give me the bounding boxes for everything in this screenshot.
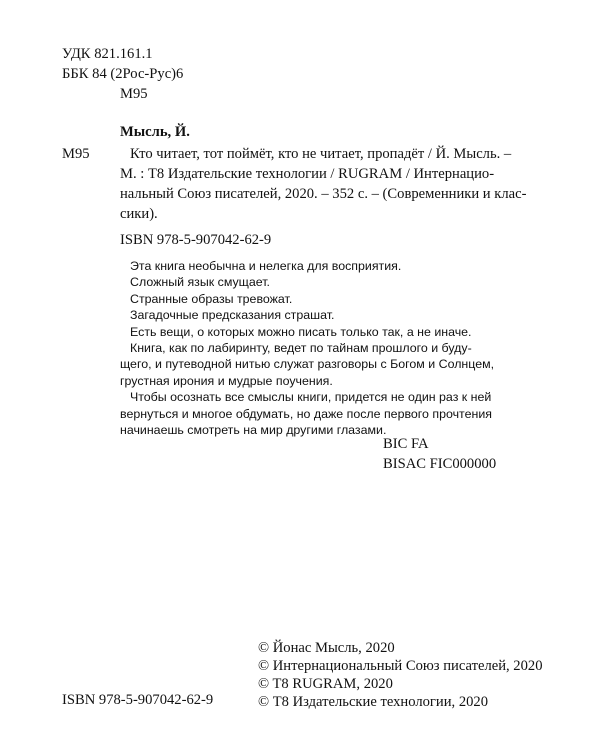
footer-isbn: ISBN 978-5-907042-62-9 [62, 692, 214, 708]
bic-code: BIC FA [383, 436, 429, 452]
annotation-line: щего, и путеводной нитью служат разговоры с Богом и Солнцем, [120, 357, 495, 372]
margin-author-mark: М95 [62, 146, 90, 162]
copyright-line: © Т8 Издательские технологии, 2020 [258, 694, 489, 710]
description-line-4: сики). [120, 206, 158, 222]
description-line-2: М. : Т8 Издательские технологии / RUGRAM / Интернацио- [120, 166, 495, 182]
annotation-line: грустная ирония и мудрые поучения. [120, 373, 333, 388]
annotation-line: Загадочные предсказания страшат. [130, 308, 335, 323]
copyright-line: © Йонас Мысль, 2020 [258, 640, 395, 656]
copyright-line: © Интернациональный Союз писателей, 2020 [258, 658, 543, 674]
annotation-line: Эта книга необычна и нелегка для восприятия. [130, 259, 402, 273]
annotation-line: Странные образы тревожат. [130, 291, 293, 306]
copyright-line: © T8 RUGRAM, 2020 [258, 676, 393, 692]
annotation-line: Книга, как по лабиринту, ведет по тайнам прошлого и буду- [130, 340, 472, 355]
annotation-line: Сложный язык смущает. [130, 275, 270, 290]
annotation-line: Чтобы осознать все смыслы книги, придется не один раз к ней [130, 390, 492, 405]
record-isbn: ISBN 978-5-907042-62-9 [120, 232, 272, 248]
annotation [120, 258, 494, 438]
description-line-3: нальный Союз писателей, 2020. – 352 с. – (Современники и клас- [120, 186, 527, 202]
bbk-code: ББК 84 (2Рос-Рус)6 [62, 66, 184, 82]
annotation-line: начинаешь смотреть на мир другими глазами. [120, 422, 387, 437]
description-line-1: Кто читает, тот поймёт, кто не читает, пропадёт / Й. Мысль. – [130, 146, 512, 162]
author-heading: Мысль, Й. [120, 124, 190, 140]
udk-code: УДК 821.161.1 [62, 46, 153, 62]
author-mark: М95 [120, 86, 148, 102]
bisac-code: BISAC FIC000000 [383, 456, 497, 472]
annotation-line: вернуться и многое обдумать, но даже после первого прочтения [120, 406, 492, 421]
annotation-line: Есть вещи, о которых можно писать только так, а не иначе. [130, 324, 472, 339]
